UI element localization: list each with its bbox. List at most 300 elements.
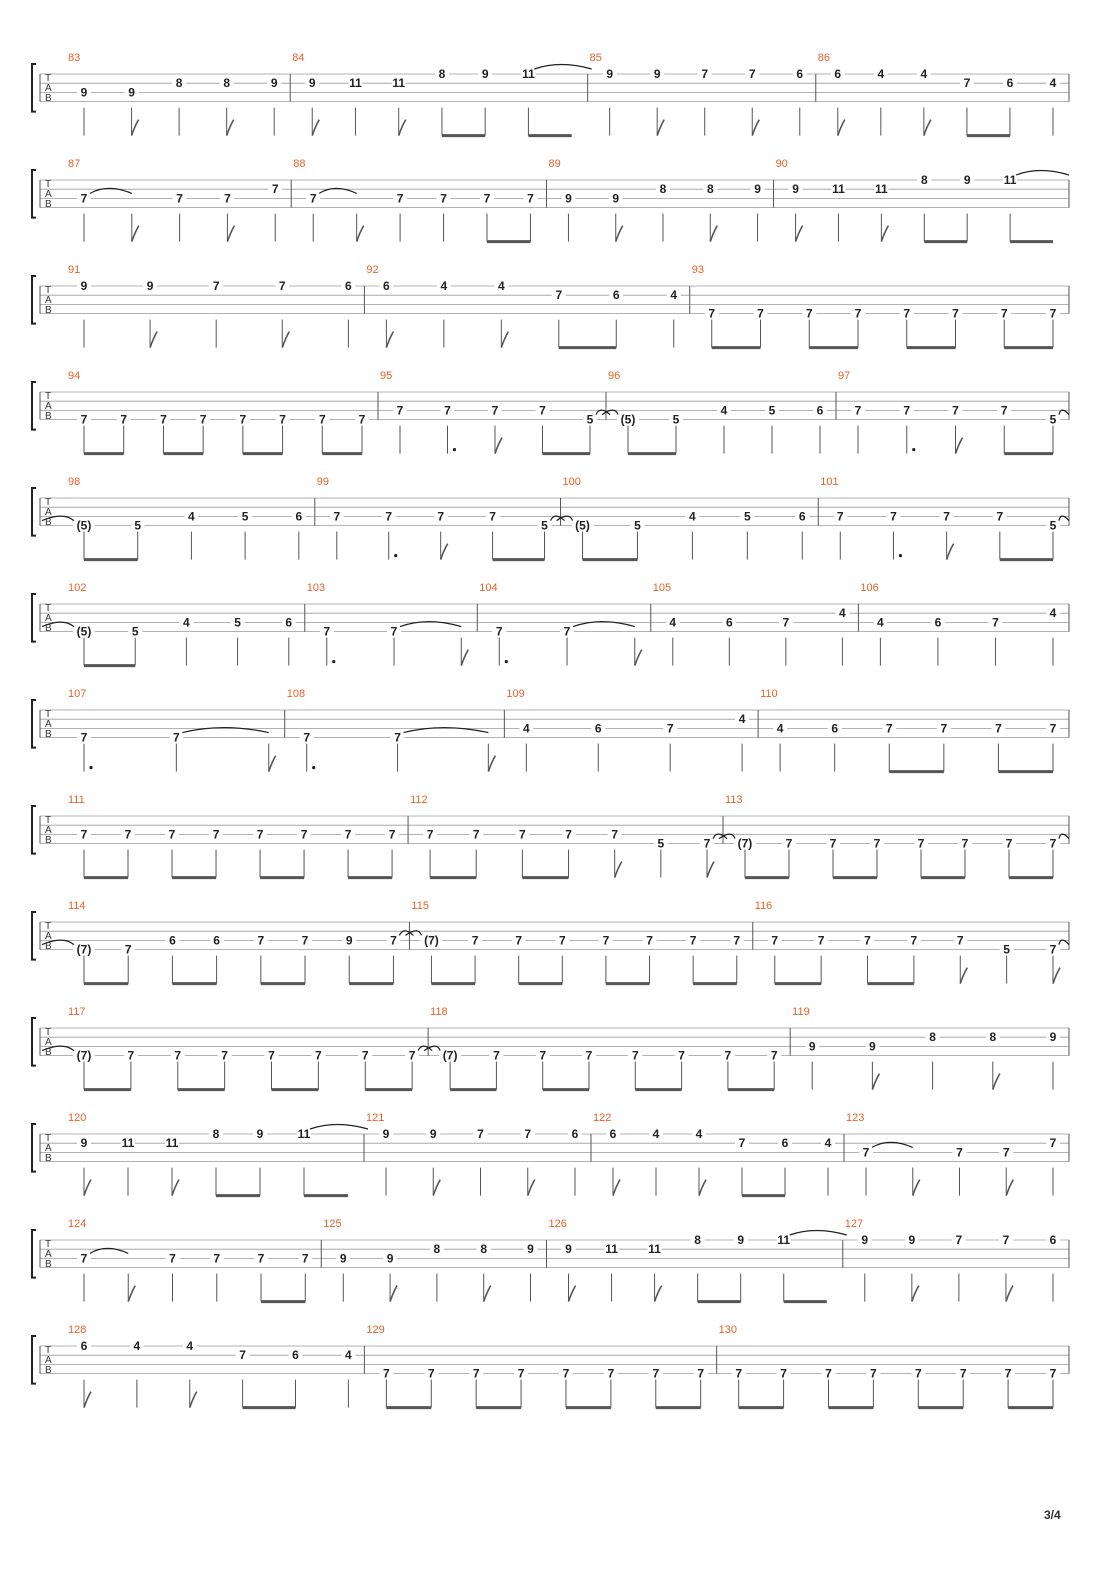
measure (860, 582, 1069, 666)
measure (846, 1112, 1069, 1196)
fret-number: 4 (877, 615, 884, 630)
tab-clef-letter: T (45, 1133, 52, 1144)
measure-number: 119 (792, 1006, 810, 1018)
eighth-flag (947, 544, 954, 560)
tab-system (32, 476, 1069, 560)
measure (755, 900, 1069, 984)
measure (590, 52, 816, 136)
fret-number: 4 (670, 288, 678, 303)
eighth-flag (1053, 968, 1060, 984)
fret-number: 7 (427, 1366, 435, 1381)
fret-number: 7 (563, 624, 571, 639)
tab-clef-letter: A (45, 1249, 52, 1260)
fret-number: 11 (121, 1136, 135, 1151)
fret-number: 7 (565, 827, 572, 842)
fret-number: 9 (382, 1127, 390, 1141)
eighth-flag (132, 120, 139, 136)
fret-number: 7 (697, 1366, 705, 1381)
measure (287, 688, 505, 772)
tab-clef-letter: T (45, 709, 52, 720)
system-brace (32, 912, 36, 960)
eighth-flag (227, 120, 234, 136)
system-brace (32, 1336, 36, 1384)
tab-clef-letter: A (45, 295, 52, 306)
eighth-flag (433, 1180, 440, 1196)
tab-system (32, 1006, 1069, 1090)
fret-number: 7 (213, 1251, 221, 1266)
eighth-flag (881, 226, 888, 242)
fret-number: 7 (383, 1366, 390, 1381)
eighth-flag (399, 120, 406, 136)
tab-clef-letter: A (45, 825, 52, 836)
tab-clef-letter: A (45, 507, 52, 518)
fret-number: 7 (385, 509, 393, 524)
fret-number: 9 (606, 67, 614, 81)
measure-number: 106 (860, 582, 879, 594)
measure-number: 96 (608, 370, 621, 382)
eighth-flag (699, 1180, 706, 1196)
fret-number: 7 (1049, 836, 1057, 851)
fret-number: 8 (433, 1242, 441, 1257)
fret-number: 7 (80, 191, 88, 206)
fret-number: 5 (241, 509, 249, 524)
fret-number: 7 (1049, 1366, 1057, 1381)
fret-number: 7 (862, 1145, 870, 1160)
measure (380, 370, 610, 454)
tab-clef-letter: T (45, 285, 52, 296)
tab-clef-letter: T (45, 179, 52, 190)
fret-number: 6 (612, 288, 620, 303)
fret-number: 7 (959, 1366, 967, 1381)
fret-number: 7 (914, 1366, 922, 1381)
fret-number: 11 (605, 1242, 618, 1257)
fret-number: 9 (481, 67, 489, 81)
fret-number: 7 (300, 827, 308, 842)
fret-number: 6 (834, 67, 842, 81)
fret-number: 6 (594, 721, 602, 736)
system-brace (32, 1230, 36, 1278)
fret-number: 6 (345, 279, 352, 293)
measure (548, 1218, 846, 1302)
measure-number: 118 (430, 1006, 448, 1018)
fret-number: 7 (169, 1251, 176, 1266)
fret-number: 4 (188, 509, 195, 524)
fret-number: 7 (224, 191, 231, 206)
fret-number: 7 (333, 509, 341, 524)
measure-number: 85 (589, 52, 602, 64)
fret-number: 7 (771, 933, 779, 948)
fret-number: 9 (754, 182, 761, 197)
eighth-flag (657, 120, 664, 136)
fret-number: 7 (952, 306, 959, 321)
fret-number: 7 (1049, 721, 1057, 736)
measure (42, 1006, 432, 1090)
fret-number: 4 (720, 403, 728, 418)
measure (719, 794, 1069, 878)
eighth-flag (616, 226, 623, 242)
fret-number: 7 (873, 836, 881, 851)
fret-number: 7 (1049, 306, 1057, 321)
measure (317, 476, 565, 560)
eighth-flag (128, 1286, 135, 1302)
measure (292, 52, 591, 136)
fret-number: 7 (631, 1048, 639, 1063)
eighth-flag (488, 756, 495, 772)
fret-number: 7 (396, 403, 404, 418)
measure-number: 108 (286, 688, 306, 700)
fret-number: 7 (303, 730, 311, 745)
eighth-flag (872, 1074, 879, 1090)
fret-number: (5) (76, 624, 92, 639)
fret-number: 9 (339, 1251, 347, 1266)
measure (68, 158, 291, 242)
measure (42, 900, 413, 984)
eighth-flag (1006, 1180, 1013, 1196)
fret-number: 7 (257, 1251, 265, 1266)
fret-number: 5 (672, 412, 680, 427)
tab-clef-letter: T (45, 391, 52, 402)
measure-number: 115 (411, 900, 429, 912)
measure (366, 264, 689, 348)
fret-number: 6 (934, 615, 942, 630)
system-brace (32, 806, 36, 854)
measure-number: 117 (68, 1006, 86, 1018)
measure (68, 52, 290, 136)
fret-number: 9 (308, 76, 316, 91)
fret-number: 7 (1002, 1233, 1010, 1247)
fret-number: (5) (620, 412, 636, 427)
tab-clef-letter: A (45, 1143, 52, 1154)
fret-number: 4 (1049, 76, 1057, 91)
measure (692, 264, 1069, 348)
fret-number: 6 (383, 279, 390, 293)
fret-number: 7 (956, 933, 964, 948)
fret-number: 7 (701, 67, 709, 81)
tab-system (32, 1112, 1069, 1196)
fret-number: 6 (292, 1348, 299, 1363)
fret-number: 7 (607, 1366, 615, 1381)
eighth-flag (960, 968, 967, 984)
fret-number: 9 (861, 1233, 869, 1247)
tab-clef-letter: B (45, 199, 52, 210)
fret-number: 6 (781, 1136, 789, 1151)
fret-number: 7 (1000, 306, 1008, 321)
tab-system (32, 158, 1069, 242)
fret-number: 7 (160, 412, 167, 427)
fret-number: 7 (738, 1136, 746, 1151)
measure-number: 113 (724, 794, 743, 806)
measure (68, 688, 285, 772)
measure-number: 84 (292, 52, 305, 64)
fret-number: 7 (472, 827, 480, 842)
duration-dot (453, 448, 456, 451)
fret-number: 8 (694, 1233, 701, 1247)
eighth-flag (613, 1180, 620, 1196)
tab-clef-letter: B (45, 623, 52, 634)
tab-clef-letter: B (45, 305, 52, 316)
tab-clef-letter: A (45, 719, 52, 730)
measure-number: 93 (691, 264, 704, 276)
fret-number: 4 (523, 721, 530, 736)
eighth-flag (461, 650, 468, 666)
eighth-flag (615, 862, 622, 878)
fret-number: 7 (652, 1366, 660, 1381)
measure (653, 582, 859, 666)
tab-clef-letter: A (45, 1355, 52, 1366)
fret-number: 7 (168, 827, 176, 842)
fret-number: 6 (571, 1127, 579, 1141)
fret-number: 7 (885, 721, 893, 736)
fret-number: 7 (940, 721, 948, 736)
fret-number: 7 (963, 76, 971, 91)
fret-number: (5) (76, 518, 92, 533)
fret-number: 9 (256, 1127, 264, 1141)
measure (776, 158, 1069, 242)
fret-number: 7 (437, 509, 445, 524)
measure (548, 158, 773, 242)
fret-number: 9 (80, 279, 88, 293)
fret-number: 7 (124, 827, 132, 842)
fret-number: 7 (1049, 942, 1057, 957)
fret-number: 9 (128, 85, 135, 100)
measure (719, 1324, 1069, 1408)
fret-number: 7 (555, 288, 563, 303)
fret-number: 7 (318, 412, 326, 427)
duration-dot (312, 766, 315, 769)
measure-number: 129 (366, 1324, 385, 1336)
eighth-flag (269, 756, 276, 772)
eighth-flag (441, 544, 448, 560)
measure (42, 582, 305, 666)
tab-clef-letter: T (45, 603, 52, 614)
fret-number: 7 (278, 279, 286, 293)
eighth-flag (707, 862, 714, 878)
tab-clef-letter: B (45, 411, 52, 422)
measure-number: 91 (68, 264, 81, 276)
fret-number: 4 (669, 615, 677, 630)
eighth-flag (568, 1286, 575, 1302)
tab-system (32, 52, 1069, 136)
eighth-flag (84, 1392, 91, 1408)
fret-number: 7 (735, 1366, 743, 1381)
fret-number: 7 (493, 1048, 500, 1063)
fret-number: 4 (183, 615, 190, 630)
fret-number: 7 (770, 1048, 778, 1063)
fret-number: 7 (689, 933, 697, 948)
measure (424, 1006, 790, 1090)
system-brace (32, 276, 36, 324)
fret-number: 5 (1049, 412, 1057, 427)
eighth-flag (993, 1074, 1000, 1090)
fret-number: 7 (271, 182, 279, 197)
fret-number: 8 (659, 182, 667, 197)
measure (845, 1218, 1069, 1302)
fret-number: 9 (345, 933, 353, 948)
tab-clef-letter: B (45, 93, 52, 104)
fret-number: 5 (1049, 518, 1057, 533)
eighth-flag (357, 226, 364, 242)
fret-number: 9 (270, 76, 278, 91)
fret-number: 8 (438, 67, 446, 81)
fret-number: 5 (1003, 942, 1010, 957)
tie (534, 65, 591, 70)
measure-number: 100 (562, 476, 581, 488)
fret-number: 7 (748, 67, 756, 81)
tab-system (32, 900, 1069, 984)
fret-number: 8 (223, 76, 231, 91)
fret-number: 4 (497, 279, 505, 293)
fret-number: 6 (169, 933, 176, 948)
fret-number: 5 (768, 403, 776, 418)
measure-number: 127 (844, 1218, 864, 1230)
fret-number: 7 (408, 1048, 416, 1063)
fret-number: 11 (349, 76, 362, 91)
fret-number: 7 (955, 1233, 963, 1247)
fret-number: 7 (961, 836, 969, 851)
fret-number: 7 (344, 827, 352, 842)
measure-number: 123 (846, 1112, 865, 1124)
duration-dot (89, 766, 92, 769)
fret-number: 8 (989, 1030, 997, 1045)
fret-number: 7 (394, 730, 401, 745)
measure-number: 126 (548, 1218, 567, 1230)
measure-number: 97 (838, 370, 851, 382)
fret-number: 7 (854, 403, 862, 418)
fret-number: 9 (908, 1233, 916, 1247)
fret-number: 7 (472, 1366, 480, 1381)
fret-number: 7 (836, 509, 844, 524)
measure-number: 109 (506, 688, 525, 700)
measure (602, 370, 836, 454)
tab-clef-letter: T (45, 815, 52, 826)
fret-number: 7 (173, 730, 180, 745)
fret-number: 11 (165, 1136, 179, 1151)
tie (1016, 171, 1069, 176)
fret-number: 7 (396, 191, 404, 206)
fret-number: 4 (695, 1127, 703, 1141)
eighth-flag (132, 226, 139, 242)
measure-number: 88 (293, 158, 306, 170)
fret-number: 4 (877, 67, 885, 81)
eighth-flag (924, 120, 931, 136)
eighth-flag (390, 1286, 397, 1302)
measure (68, 1324, 364, 1408)
eighth-flag (501, 332, 508, 348)
eighth-flag (956, 438, 963, 454)
tab-clef-letter: T (45, 497, 52, 508)
tab-clef-letter: T (45, 1345, 52, 1356)
fret-number: 7 (780, 1366, 787, 1381)
fret-number: 6 (1049, 1233, 1057, 1247)
tie (310, 1125, 368, 1130)
eighth-flag (655, 1286, 662, 1302)
fret-number: 7 (785, 836, 793, 851)
measure-number: 125 (323, 1218, 342, 1230)
fret-number: 7 (952, 403, 959, 418)
fret-number: 5 (541, 518, 548, 533)
measure (68, 794, 408, 878)
fret-number: 7 (444, 403, 451, 418)
fret-number: 7 (176, 191, 183, 206)
system-brace (32, 594, 36, 642)
tab-system (32, 1218, 1069, 1302)
eighth-flag (710, 226, 717, 242)
fret-number: 7 (426, 827, 434, 842)
fret-number: 9 (386, 1251, 394, 1266)
system-brace (32, 488, 36, 536)
fret-number: 7 (678, 1048, 685, 1063)
system-brace (32, 700, 36, 748)
measure-number: 90 (775, 158, 788, 170)
measure-number: 102 (68, 582, 87, 594)
fret-number: 7 (903, 306, 911, 321)
eighth-flag (1006, 1286, 1013, 1302)
fret-number: 7 (733, 933, 741, 948)
fret-number: 7 (1049, 1136, 1057, 1151)
measure-number: 99 (316, 476, 330, 488)
tab-clef-letter: A (45, 1037, 52, 1048)
fret-number: 6 (831, 721, 839, 736)
fret-number: 6 (609, 1127, 617, 1141)
fret-number: 7 (440, 191, 447, 206)
fret-number: 8 (929, 1030, 936, 1045)
system-brace (32, 1018, 36, 1066)
fret-number: 11 (875, 182, 888, 197)
fret-number: 7 (120, 412, 128, 427)
measure-number: 107 (68, 688, 87, 700)
fret-number: 11 (832, 182, 845, 197)
tab-clef-letter: A (45, 931, 52, 942)
tab-system (32, 688, 1069, 772)
fret-number: (7) (76, 1048, 92, 1063)
measure-number: 105 (652, 582, 672, 594)
tab-clef-letter: A (45, 613, 52, 624)
page-number: 3/4 (1044, 1508, 1061, 1522)
tab-system (32, 1324, 1069, 1408)
fret-number: 9 (612, 191, 620, 206)
measure-number: 121 (366, 1112, 385, 1124)
tab-clef-letter: A (45, 189, 52, 200)
measure (68, 370, 378, 454)
fret-number: 9 (80, 1136, 88, 1151)
fret-number: 7 (992, 615, 999, 630)
measure (838, 370, 1069, 454)
fret-number: 7 (539, 1048, 547, 1063)
fret-number: 9 (737, 1233, 745, 1247)
tab-clef-letter: B (45, 835, 52, 846)
fret-number: 7 (515, 933, 523, 948)
fret-number: 7 (585, 1048, 593, 1063)
tie (790, 1231, 847, 1236)
measure (405, 900, 752, 984)
fret-number: 7 (268, 1048, 275, 1063)
system-brace (32, 382, 36, 430)
fret-number: 7 (301, 933, 309, 948)
measure-number: 86 (817, 52, 831, 64)
fret-number: 7 (358, 412, 366, 427)
measure (410, 794, 727, 878)
system-brace (32, 170, 36, 218)
fret-number: 7 (854, 306, 862, 321)
eighth-flag (227, 226, 234, 242)
fret-number: 7 (517, 1366, 525, 1381)
fret-number: 5 (634, 518, 641, 533)
measure (366, 1112, 591, 1196)
fret-number: 7 (1002, 1145, 1010, 1160)
fret-number: 7 (805, 306, 813, 321)
fret-number: 8 (920, 173, 928, 187)
tab-clef-letter: T (45, 1239, 52, 1250)
